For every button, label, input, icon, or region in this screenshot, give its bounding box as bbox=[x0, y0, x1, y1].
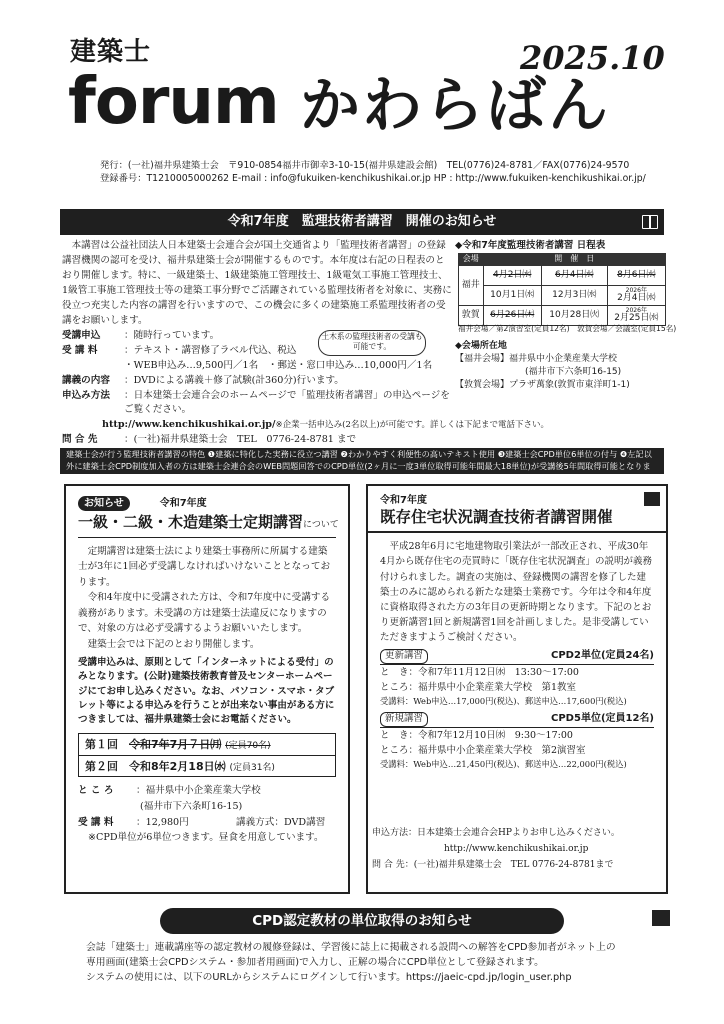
schedule-date: 2月25日㈬ bbox=[614, 312, 659, 323]
session-row-1: 第１回 令和7年7月７日㈪ (定員70名) bbox=[85, 738, 271, 752]
publisher-line-1: 発行：(一社)福井県建築士会 〒910-0854福井市御幸3-10-15(福井県建設会館) TEL(0776)24-8781／FAX(0776)24-9570 bbox=[100, 160, 630, 171]
book-icon bbox=[652, 910, 670, 926]
schedule-cell: 6月4日㈬ bbox=[541, 266, 607, 286]
periodic-course-title: 一級・二級・木造建築士定期講習 bbox=[78, 513, 304, 531]
schedule-cell bbox=[607, 306, 665, 326]
contact-label: 問 合 先 bbox=[62, 434, 98, 446]
acceptance-label: 受講申込 bbox=[62, 329, 101, 341]
publisher-info bbox=[100, 160, 660, 185]
schedule-header-date: 開 催 日 bbox=[483, 254, 665, 266]
place-address: (福井市下六条町16-15) bbox=[140, 801, 243, 812]
schedule-table bbox=[458, 253, 666, 326]
fee-value: ：テキスト・講習修了ラベル代込、税込 bbox=[124, 344, 297, 356]
schedule-note: 福井会場／第2演習室(定員12名) 敦賀会場／会議室(定員15名) bbox=[458, 324, 677, 333]
method-label: 申込み方法 bbox=[62, 389, 110, 401]
schedule-cell: 4月2日㈬ bbox=[483, 266, 541, 286]
periodic-course-box bbox=[64, 484, 350, 894]
method-value: ：日本建築士会連合会のホームページで「監理技術者講習」の申込ページをご覧ください。 bbox=[124, 389, 450, 416]
issue-date: 2025.10 bbox=[520, 39, 665, 77]
seminar-url[interactable]: http://www.kenchikushikai.or.jp/ bbox=[102, 419, 276, 431]
acceptance-value: ：随時行っています。 bbox=[124, 329, 220, 341]
seminar-intro: 本講習は公益社団法人日本建築士会連合会が国土交通省より「監理技術者講習」の登録講習機関の認可を受け、福井県建築士会が開催するものです。本年度は右記の日程表のとおり開催します。特に、一級建築士、1級建築施工管理技士、1級電気工事施工管理技士、1級管工事施工管理技士等の建築工事分野でご活躍されている監理技術者を対象に、実務に役立つ充実した内容の講習を行いますので、この機会に多くの建築施工系監理技術者の受講をお願いします。 bbox=[62, 240, 452, 326]
seminar-banner bbox=[60, 209, 664, 235]
venue-title: ◆会場所在地 bbox=[455, 341, 507, 351]
place-label: と こ ろ bbox=[78, 785, 114, 797]
schedule-cell bbox=[607, 286, 665, 306]
left-para-1: 定期講習は建築士法により建築士事務所に所属する建築士が3年に1回必ず受講しなければいけないこととなっております。 bbox=[78, 545, 331, 588]
seminar-banner-title: 令和7年度 監理技術者講習 開催のお知らせ bbox=[227, 214, 497, 229]
new-when: と き：令和7年12月10日㈬ 9:30～17:00 bbox=[380, 729, 573, 741]
venue-tsuruga: 【敦賀会場】プラザ萬象(敦賀市東洋町1-1) bbox=[455, 380, 630, 391]
new-tag: 新規講習 bbox=[380, 712, 428, 726]
publisher-line-2: 登録番号：T1210005000262 E-mail : info@fukuiken-kenchikushikai.or.jp HP : http://www.fukuiken-kenchikushikai.or.jp/ bbox=[100, 172, 646, 184]
left-para-2: 令和4年度中に受講された方は、令和7年度中に受講する義務があります。未受講の方は建築士法違反になりますので、対象の方は必ず受講するようお願いいたします。 bbox=[78, 592, 331, 635]
masthead-small-title: 建築士 bbox=[70, 37, 152, 67]
schedule-cell: 12月3日㈬ bbox=[541, 286, 607, 306]
masthead-kawaraban: かわらばん bbox=[300, 71, 610, 141]
lecture-method: 講義方式：DVD講習 bbox=[236, 816, 326, 828]
inspection-apply-method: 申込方法：日本建築士会連合会HPよりお申し込みください。 bbox=[372, 828, 620, 838]
venue-fukui-address: (福井市下六条町16-15) bbox=[525, 367, 622, 378]
venue-fukui: 【福井会場】福井県中小企業産業大学校 bbox=[455, 354, 618, 365]
inspection-course-title: 既存住宅状況調査技術者講習開催 bbox=[380, 508, 613, 526]
inspection-apply-url[interactable]: http://www.kenchikushikai.or.jp bbox=[444, 843, 589, 854]
periodic-course-title-suffix: について bbox=[303, 520, 339, 530]
schedule-venue-fukui: 福井 bbox=[459, 266, 484, 306]
schedule-year: 2026年 bbox=[625, 286, 647, 294]
renewal-where: ところ：福井県中小企業産業大学校 第1教室 bbox=[380, 681, 577, 693]
left-application-note: 受講申込みは、原則として「インターネットによる受付」のみとなります。(公財)建築技術教育普及センターホームページにてお申し込みください。なお、パソコン・スマホ・タブレット等による申込みを行うことが出来ない事由がある方につきましては、福井県建築士会にお電話ください。 bbox=[78, 657, 335, 726]
session-row-2: 第２回 令和8年2月18日㈬ (定員31名) bbox=[79, 755, 335, 776]
left-fee-value: ：12,980円 bbox=[136, 816, 189, 828]
renewal-cpd: CPD2単位(定員24名) bbox=[551, 650, 654, 662]
schedule-venue-tsuruga: 敦賀 bbox=[459, 306, 484, 326]
new-where: ところ：福井県中小企業産業大学校 第2演習室 bbox=[380, 744, 586, 756]
schedule-cell: 10月28日㈫ bbox=[541, 306, 607, 326]
inspection-contact: 問 合 先：(一社)福井県建築士会 TEL 0776-24-8781まで bbox=[372, 859, 614, 870]
schedule-cell: 6月26日㈭ bbox=[483, 306, 541, 326]
content-value: ：DVDによる講義＋修了試験(計360分)行います。 bbox=[124, 374, 344, 386]
left-cpd-note: ※CPD単位が6単位つきます。昼食を用意しています。 bbox=[88, 832, 324, 844]
cpd-body bbox=[86, 940, 676, 986]
new-fee: 受講料：Web申込…21,450円(税込)、郵送申込…22,000円(税込) bbox=[380, 759, 627, 770]
renewal-fee: 受講料：Web申込…17,000円(税込)、郵送申込…17,600円(税込) bbox=[380, 696, 627, 707]
left-para-3: 建築士会では下記のとおり開催します。 bbox=[87, 638, 260, 650]
contact-value: ：(一社)福井県建築士会 TEL 0776-24-8781 まで bbox=[124, 434, 357, 446]
schedule-cell: 8月6日㈬ bbox=[607, 266, 665, 286]
left-year: 令和7年度 bbox=[159, 498, 207, 509]
schedule-header-venue: 会場 bbox=[459, 254, 484, 266]
notice-badge: お知らせ bbox=[78, 496, 130, 511]
place-value: ：福井県中小企業産業大学校 bbox=[136, 785, 261, 797]
schedule-cell: 10月1日㈬ bbox=[483, 286, 541, 306]
schedule-year: 2026年 bbox=[625, 306, 647, 314]
seminar-url-note: ※企業一括申込み(2名以上)が可能です。詳しくは下記まで電話下さい。 bbox=[275, 420, 550, 431]
masthead-forum: forum bbox=[68, 65, 279, 139]
book-icon bbox=[642, 215, 658, 229]
renewal-tag: 更新講習 bbox=[380, 649, 428, 663]
book-icon bbox=[644, 492, 660, 506]
seminar-features-bar: 建築士会が行う監理技術者講習の特色 ❶建築に特化した実務に役立つ講習 ❷わかりやすく利便性の高いテキスト使用 ❸建築士会CPD単位6単位の付与 ❹左記以外に建築士会CPD制度加入者の方は建築士会連合会のWEB問題回答でのCPD単位(2ヶ月に一度3単位取得可能年間最大18単位)が受講後5年間取得可能となります。 bbox=[60, 448, 664, 474]
schedule-date: 2月4日㈬ bbox=[617, 292, 656, 303]
right-body: 平成28年6月に宅地建物取引業法が一部改正され、平成30年4月から既存住宅の売買時に「既存住宅状況調査」の説明が義務付けられました。調査の実施は、登録機関の講習を修了した建築士のみに認められる新たな建築士業務です。今年は令和4年度に資格取得された方の3年目の更新時期となります。下記のとおり更新講習1回と新規講習1回を計画しました。是非受講していただきますようご検討ください。 bbox=[380, 541, 653, 644]
civil-engineer-note: 土木系の監理技術者の受講も可能です。 bbox=[318, 330, 426, 356]
right-year: 令和7年度 bbox=[380, 495, 427, 506]
cpd-line-3: システムの使用には、以下のURLからシステムにログインして行います。https://jaeic-cpd.jp/login_user.php bbox=[86, 972, 572, 984]
cpd-line-1: 会誌「建築士」連載講座等の認定教材の履修登録は、学習後に誌上に掲載される設問への解答をCPD参加者がネット上の bbox=[86, 942, 616, 953]
inspection-apply bbox=[372, 826, 668, 873]
schedule-title: ◆令和7年度監理技術者講習 日程表 bbox=[455, 240, 606, 251]
cpd-banner: CPD認定教材の単位取得のお知らせ bbox=[160, 908, 564, 934]
venue-locations bbox=[455, 340, 630, 392]
new-cpd: CPD5単位(定員12名) bbox=[551, 713, 654, 725]
fee-web: ・WEB申込み…9,500円／1名 ・郵送・窓口申込み…10,000円／1名 bbox=[124, 359, 433, 371]
session-table bbox=[78, 733, 336, 777]
content-label: 講義の内容 bbox=[62, 374, 110, 386]
fee-label: 受 講 料 bbox=[62, 344, 98, 356]
renewal-when: と き：令和7年11月12日㈬ 13:30～17:00 bbox=[380, 666, 579, 678]
left-fee-label: 受 講 料 bbox=[78, 816, 114, 828]
cpd-line-2: 専用画面(建築士会CPDシステム・参加者用画面)で入力し、正解の場合にCPD単位として登録されます。 bbox=[86, 957, 544, 969]
